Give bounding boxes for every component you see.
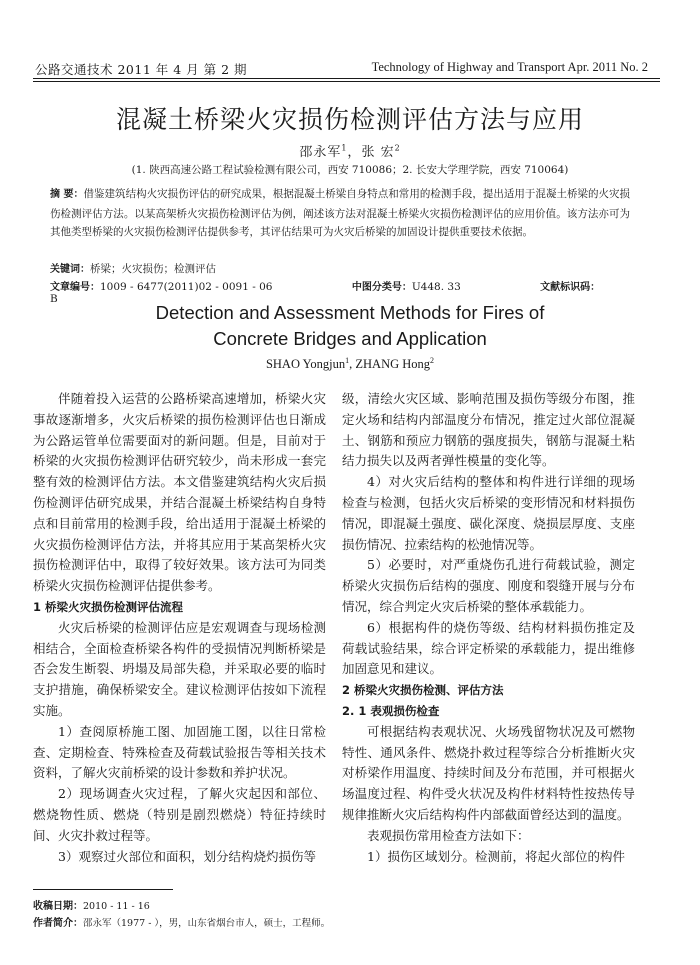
bio-label: 作者简介： (33, 918, 83, 929)
step-5-paragraph: 5）必要时，对严重烧伤孔进行荷载试验，测定桥梁火灾损伤后结构的强度、刚度和裂缝开展与分布情况，综合判定火灾后桥梁的整体承载能力。 (342, 557, 635, 614)
header-rule-thin (33, 81, 660, 82)
intro-paragraph: 伴随着投入运营的公路桥梁高速增加，桥梁火灾事故逐渐增多，火灾后桥梁的损伤检测评估也日渐成为公路运管单位需要面对的新问题。但是，目前对于桥梁的火灾损伤检测评估研究较少，尚未形成一套完整有效的检测评估方法。本文借鉴建筑结构火灾后损伤检测评估研究成果，并结合混凝土桥梁结构自身特点和目前常用的检测手段，给出适用于混凝土桥梁的火灾损伤检测评估方法，并将其应用于某高架桥火灾损伤检测评估中，取得了较好效果。该方法可为同类桥梁火灾损伤检测评估提供参考。 (33, 391, 326, 594)
body-column-left (33, 389, 326, 867)
keywords-text: 桥梁；火灾损伤；检测评估 (90, 263, 216, 275)
journal-header-cn: 公路交通技术 2011 年 4 月 第 2 期 (35, 62, 248, 77)
received-label: 收稿日期： (33, 901, 83, 912)
abstract-label: 摘 要： (50, 189, 84, 200)
keywords-label: 关键词： (50, 264, 90, 275)
keywords (50, 260, 216, 276)
author-1-name: 邵永军 (299, 145, 342, 160)
step-2-paragraph: 2）现场调查火灾过程，了解火灾起因和部位、燃烧物性质、燃烧（特别是剧烈燃烧）特征持续时间、火灾扑救过程等。 (33, 786, 326, 843)
title-en-line-1: Detection and Assessment Methods for Fires of (155, 302, 545, 323)
section-2-1-heading: 2. 1 表观损伤检查 (342, 703, 440, 718)
document-code-value: B (50, 293, 58, 305)
author-1-mark-en: 1 (345, 356, 350, 365)
section-1-paragraph: 火灾后桥梁的检测评估应是宏观调查与现场检测相结合，全面检查桥梁各构件的受损情况判断桥梁是否会发生断裂、坍塌及局部失稳，并采取必要的临时支护措施，确保桥梁安全。建议检测评估按如下流程实施。 (33, 619, 326, 718)
abstract-text: 借鉴建筑结构火灾损伤评估的研究成果，根据混凝土桥梁自身特点和常用的检测手段，提出适用于混凝土桥梁的火灾损伤检测评估方法。以某高架桥火灾损伤检测评估为例，阐述该方法对混凝土桥梁火灾损伤检测评估的应用价值。该方法亦可为其他类型桥梁的火灾损伤检测评估提供参考，其评估结果可为火灾后桥梁的加固设计提供重要技术依据。 (50, 188, 631, 238)
footnote-rule (33, 889, 173, 890)
section-2-1-paragraph: 可根据结构表观状况、火场残留物状况及可燃物特性、通风条件、燃烧扑救过程等综合分析推断火灾对桥梁作用温度、持续时间及分布范围，并可根据火场温度过程、构件受火状况及构件材料特性按热传导规律推断火灾后结构构件内部截面曾经达到的温度。 (342, 723, 635, 822)
author-2-mark-en: 2 (430, 356, 435, 365)
clc-number (352, 281, 499, 293)
body-column-right (342, 389, 635, 867)
header-rule (33, 78, 660, 79)
title-en-line-2: Concrete Bridges and Application (213, 328, 487, 349)
author-bio (33, 914, 330, 929)
section-1-heading: 1 桥梁火灾损伤检测评估流程 (33, 599, 184, 614)
author-2-name: 张 宏 (361, 145, 395, 160)
bio-value: 邵永军（1977 - ），男，山东省烟台市人，硕士，工程师。 (83, 918, 331, 929)
author-separator: ， (347, 145, 362, 160)
journal-header-en: Technology of Highway and Transport Apr. 2011 No. 2 (371, 60, 648, 74)
clc-label: 中图分类号： (351, 282, 412, 293)
document-code-label: 文献标识码： (540, 282, 601, 293)
methods-intro: 表观损伤常用检查方法如下： (367, 827, 530, 843)
author-1-mark: 1 (341, 143, 348, 153)
received-value: 2010 - 11 - 16 (83, 901, 150, 912)
step-6-paragraph: 6）根据构件的烧伤等级、结构材料损伤推定及荷载试验结果，综合评定桥梁的承载能力，提出维修加固意见和建议。 (342, 619, 635, 677)
affiliation-cn: (1. 陕西高速公路工程试验检测有限公司，西安 710086；2. 长安大学理学院，西安 710064) (131, 164, 569, 176)
author-2-name-en: ZHANG Hong (355, 357, 431, 372)
step-3-paragraph: 3）观察过火部位和面积，划分结构烧灼损伤等 (58, 848, 316, 864)
page-title-en (0, 300, 700, 352)
article-number (50, 281, 310, 293)
step-4-paragraph: 4）对火灾后结构的整体和构件进行详细的现场检查与检测，包括火灾后桥梁的变形情况和材料损伤情况，即混凝土强度、碳化深度、烧损层厚度、支座损伤情况、拉索结构的松弛情况等。 (342, 474, 635, 552)
article-number-label: 文章编号： (50, 282, 100, 293)
method-1-paragraph: 1）损伤区域划分。检测前，将起火部位的构件 (367, 848, 625, 864)
step-1-paragraph: 1）查阅原桥施工图、加固施工图，以往日常检查、定期检查、特殊检查及荷载试验报告等相关技术资料，了解火灾前桥梁的设计参数和养护状况。 (33, 723, 326, 781)
step-3-continued: 级，清绘火灾区域、影响范围及损伤等级分布图，推定火场和结构内部温度分布情况，推定过火部位混凝土、钢筋和预应力钢筋的强度损失，钢筋与混凝土粘结力损失以及两者弹性模量的变化等。 (342, 391, 635, 469)
authors-cn (0, 141, 700, 160)
authors-en (0, 356, 700, 372)
article-number-value: 1009 - 6477(2011)02 - 0091 - 06 (100, 281, 273, 293)
page-title-cn: 混凝土桥梁火灾损伤检测评估方法与应用 (115, 105, 584, 134)
author-separator-en: , (349, 357, 356, 372)
received-date (33, 897, 150, 912)
author-1-name-en: SHAO Yongjun (265, 357, 346, 372)
clc-value: U448. 33 (411, 281, 461, 293)
abstract (50, 185, 630, 242)
author-2-mark: 2 (394, 143, 401, 153)
section-2-heading: 2 桥梁火灾损伤检测、评估方法 (342, 683, 504, 698)
